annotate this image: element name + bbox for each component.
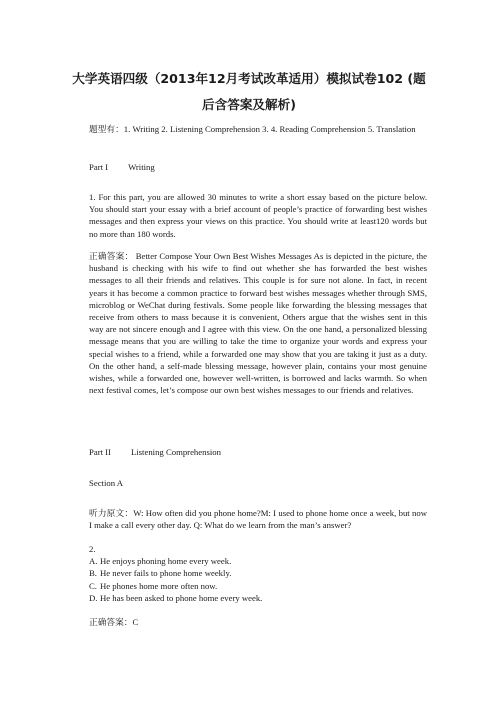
option-d: D. He has been asked to phone home every week.: [89, 592, 263, 603]
transcript-2: [89, 507, 427, 531]
answer-2-text: 正确答案：C: [89, 617, 139, 627]
answer-1-text: 正确答案： Better Compose Your Own Best Wishes Messages As is depicted in the picture, the husband is checking with his wife to find out whether she has forwarded the best wishes messages to all their friends and relatives. This couple is for sure not alone. In fact, in recent years it has become a common practice to forward best wishes messages whether through SMS, microblog or WeChat during festivals. Some people like forwarding the blessing messages that receive from others to mass because it is convenient, Others argue that the wishes sent in this way are not sincere enough and I agree with this view. On the one hand, a personalized blessing message means that you are willing to take the time to organize your words and express your special wishes to a friend, while a forwarded one may show that you are taking it just as a duty. On the other hand, a self-made blessing message, however plain, contains your most genuine wishes, while a forwarded one, however well-written, is borrowed and lacks warmth. So when next festival comes, let’s compose our own best wishes messages to our friends and relatives.: [89, 251, 427, 396]
question-2-number: 2.: [89, 544, 96, 554]
part1-label: Part I: [89, 162, 109, 172]
section-a-label: Section A: [89, 478, 124, 488]
question-1: [89, 191, 427, 240]
question-2: [89, 543, 427, 604]
question-1-text: 1. For this part, you are allowed 30 minutes to write a short essay based on the picture below. You should start your essay with a brief account of people’s practice of forwarding best wishes messages and then express your views on this practice. You should write at least120 words but no more than 180 words.: [89, 192, 427, 239]
part2-heading: [89, 446, 427, 458]
part2-title: Listening Comprehension: [130, 447, 221, 457]
section-a-heading: [89, 477, 427, 489]
option-c: C. He phones home more often now.: [89, 580, 218, 591]
answer-2: [89, 616, 427, 628]
question-types-text: 题型有：1. Writing 2. Listening Comprehension 3. 4. Reading Comprehension 5. Translation: [89, 124, 416, 134]
option-a: A. He enjoys phoning home every week.: [89, 556, 232, 567]
document-title: 大学英语四级（2013年12月考试改革适用）模拟试卷102 (题后含答案及解析): [72, 71, 426, 112]
part1-title: Writing: [128, 162, 155, 172]
part1-heading: [89, 161, 427, 173]
part2-label: Part II: [89, 447, 111, 457]
question-types-line: [89, 123, 427, 135]
transcript-2-text: 听力原文：W: How often did you phone home?M: I used to phone home once a week, but now I make a call every other day. Q: What do we learn from the man’s answer?: [89, 508, 427, 531]
option-b: B. He never fails to phone home weekly.: [89, 568, 232, 579]
answer-1: [89, 250, 427, 396]
